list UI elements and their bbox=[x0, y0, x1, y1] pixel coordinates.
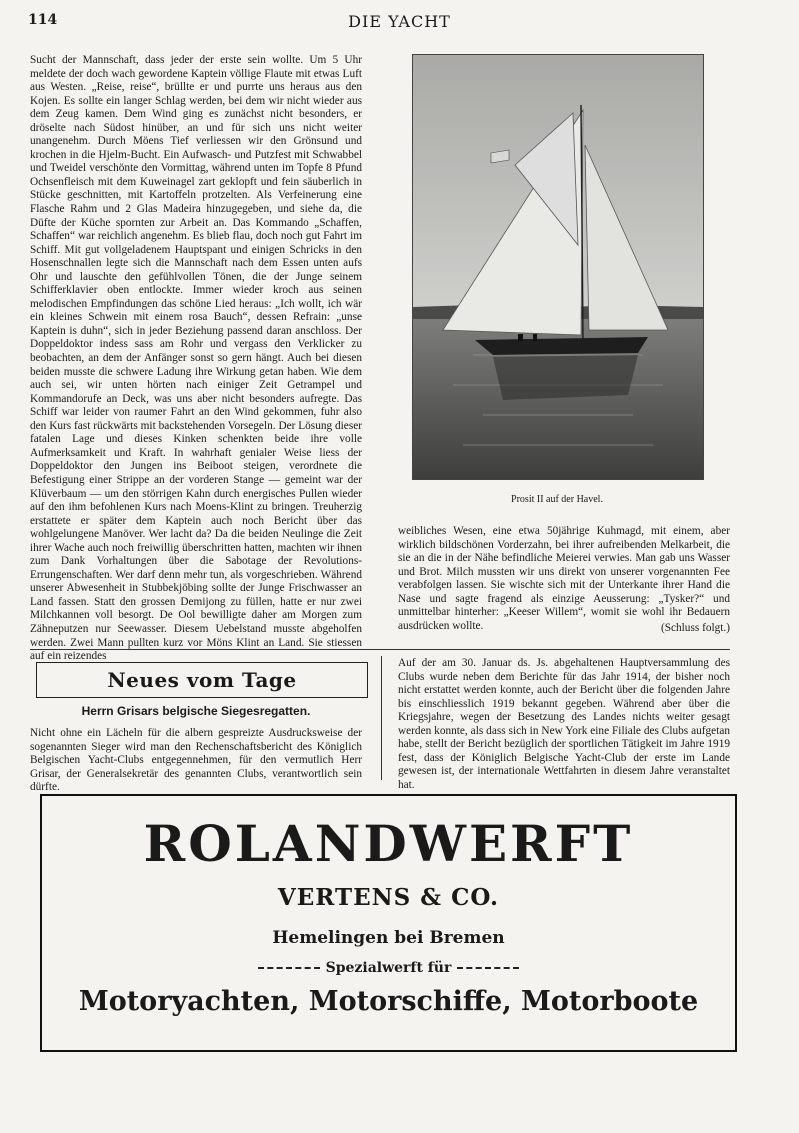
advert-specialty-line bbox=[42, 960, 735, 976]
photo-caption: Prosit II auf der Havel. bbox=[511, 494, 603, 505]
sailing-yacht-photo bbox=[412, 54, 704, 480]
advert-firm: VERTENS & CO. bbox=[277, 884, 500, 911]
advert-products: Motoryachten, Motorschiffe, Motorboote bbox=[78, 986, 699, 1017]
dashed-ornament bbox=[258, 967, 320, 969]
running-title: DIE YACHT bbox=[348, 12, 451, 31]
news-text-right: Auf der am 30. Januar ds. Js. abgehaltenen Hauptversammlung des Clubs wurde neben dem Berichte für das Jahr 1914, der bisher noch nicht erstattet werden konnte, auch der Bericht über die folgenden Jahre bis einschliesslich 1919 bekannt gegeben. Während aber über die Kriegsjahre, wegen der Besetzung des Landes nichts weiter gesagt werden konnte, als dass sich in New York eine Filiale des Clubs aufgetan habe, stellt der Bericht bezüglich der sportlichen Tätigkeit im Jahre 1919 fest, dass der Königlich Belgische Yacht-Club der erste im Lande gewesen ist, der internationale Wettfahrten in diesem Jahre veranstaltet hat. bbox=[398, 657, 730, 791]
dashed-ornament bbox=[457, 967, 519, 969]
section-divider bbox=[30, 649, 730, 650]
section-heading: Neues vom Tage bbox=[107, 668, 297, 692]
section-heading-box bbox=[36, 662, 368, 698]
article-text-column-1: Sucht der Mannschaft, dass jeder der erste sein wollte. Um 5 Uhr meldete der doch wach gewordene Kaptein völlige Flaute mit etwas Luft aus Westen. „Reise, reise“, brüllte er und purrte uns heraus aus den Kojen. Es sollte ein langer Schlag werden, bei dem wir nicht wieder aus dem Zeug kamen. Dem Wind ging es zunächst nicht besonders, er dröselte nach Südost hinüber, an und für sich uns nicht weiter unangenehm. Durch Möens Tief verliessen wir den Grönsund und krochen in die Hjelm-Bucht. Ein Aufwasch- und Putzfest mit Schwabbel und Tweidel verschönte den Vormittag, während unten im Topfe 8 Pfund Ochsenfleisch mit dem Kuweinagel zart geklopft und fein säuberlich in Stücke geschnitten, mit Kartoffeln protzelten. Als Verfeinerung eine Flasche Rahm und 2 Glas Madeira hinzugegeben, und siehe da, die Düfte der Küche spornten zur Arbeit an. Das Kommando „Schaffen, Schaffen“ war reichlich angenehm. Es blieb flau, doch noch gut Fahrt im Schiff. Mit gut vollgeladenem Hauptspant und einigen Schricks in den Hosenschnallen legte sich die Mannschaft nach dem Essen unten aufs Ohr und lauschte den gefühlvollen Tönen, die der Junge seinem Schifferklavier oben entlockte. Immer wieder kroch aus seinen melodischen Empfindungen das schöne Lied heraus: „Ich wollt, ich wär ein kleines Schwein mit einem rosa Bauch“, dessen Refrain: „unse Kaptein is duhn“, sich in jeder Beziehung passend daran anschloss. Der Doppeldoktor indess sass am Rohr und vergass den Verklicker zu beobachten, an dem der Anfänger sonst so gern hängt. Auch bei diesen beiden musste die schwere Ladung ihre Wirkung getan haben. Wie dem auch sei, wir unten hörten nach einiger Zeit Getrampel und Kommandorufe an Deck, was uns aber nicht besonders aufregte. Das Schiff war leider von raumer Fahrt an den Wind gekommen, fuhr also den Kurs fast rückwärts mit backstehenden Vorsegeln. Der Lösung dieser fatalen Lage und dieses Kinken schenkten beide ihre volle Aufmerksamkeit und Kraft. In wahrhaft genialer Weise liess der Doppeldoktor den Jungen ins Beiboot steigen, verordnete die Befestigung einer Strippe an der vorderen Stange — gemeint war der Klüverbaum — um den störrigen Kahn durch energisches Pullen wieder auf den ihm befohlenen Kurs nach Moens-Klint zu bringen. Treuherzig erstattete er später dem Kaptein auch noch Bericht über das wohlgelungene Manöver. Wer lacht da? Da die beiden Neulinge die Zeit ihrer Wache auch noch freiwillig überschritten hatten, machten wir ihnen zum Dank Vorhaltungen über die Sabotage der Revolutions-Errungenschaften. Wer darf denn mehr tun, als vorgeschrieben. Während unserer Abwesenheit in Stubbekjöbing sollte der Junge Frischwasser an Land fassen. Statt den grossen Demijong zu füllen, hatte er nur zwei Milchkannen voll besorgt. De Ool bewilligte daher am Morgen zum Zähneputzen nur Seewasser. Diesem Uebelstand musste abgeholfen werden. Zwei Mann pullten kurz vor Möns Klint an Land. Sie stiessen auf ein reizendes bbox=[30, 54, 362, 663]
advert-specialty: Spezialwerft für bbox=[325, 960, 452, 976]
advert-company-name: ROLANDWERFT bbox=[143, 814, 634, 873]
yacht-illustration bbox=[413, 55, 703, 479]
to-be-continued-note: (Schluss folgt.) bbox=[660, 622, 730, 634]
column-divider bbox=[381, 656, 382, 780]
page-number: 114 bbox=[28, 12, 58, 28]
article-headline: Herrn Grisars belgische Siegesregatten. bbox=[81, 704, 311, 718]
article-text-column-2: weibliches Wesen, eine etwa 50jährige Kuhmagd, mit einem, aber wirklich bildschönen Vorderzahn, bei ihrer aufreibenden Melkarbeit, die sie an die in der Nähe befindliche Meierei verwies. Man gab uns Wasser und Brot. Milch mussten wir uns direkt von unserer vorgenannten Fee verabfolgen lassen. Sie wischte sich mit der Unterkante ihrer Hand die Nase und sagte fragend als einzige Aeusserung: „Tysker?“ und unmittelbar hinterher: „Keeser Willem“, womit sie wohl ihr Bedauern ausdrücken wollte. bbox=[398, 525, 730, 632]
shipyard-advertisement bbox=[40, 794, 737, 1052]
advert-location: Hemelingen bei Bremen bbox=[272, 928, 505, 948]
news-text-left: Nicht ohne ein Lächeln für die albern gespreizte Ausdrucksweise der sogenannten Sieger wird man den Rechenschaftsbericht des Königlich Belgischen Yacht-Clubs entgegennehmen, für den vermutlich Herr Grisar, der Generalsekretär des genannten Clubs, verantwortlich sein dürfte. bbox=[30, 727, 362, 794]
